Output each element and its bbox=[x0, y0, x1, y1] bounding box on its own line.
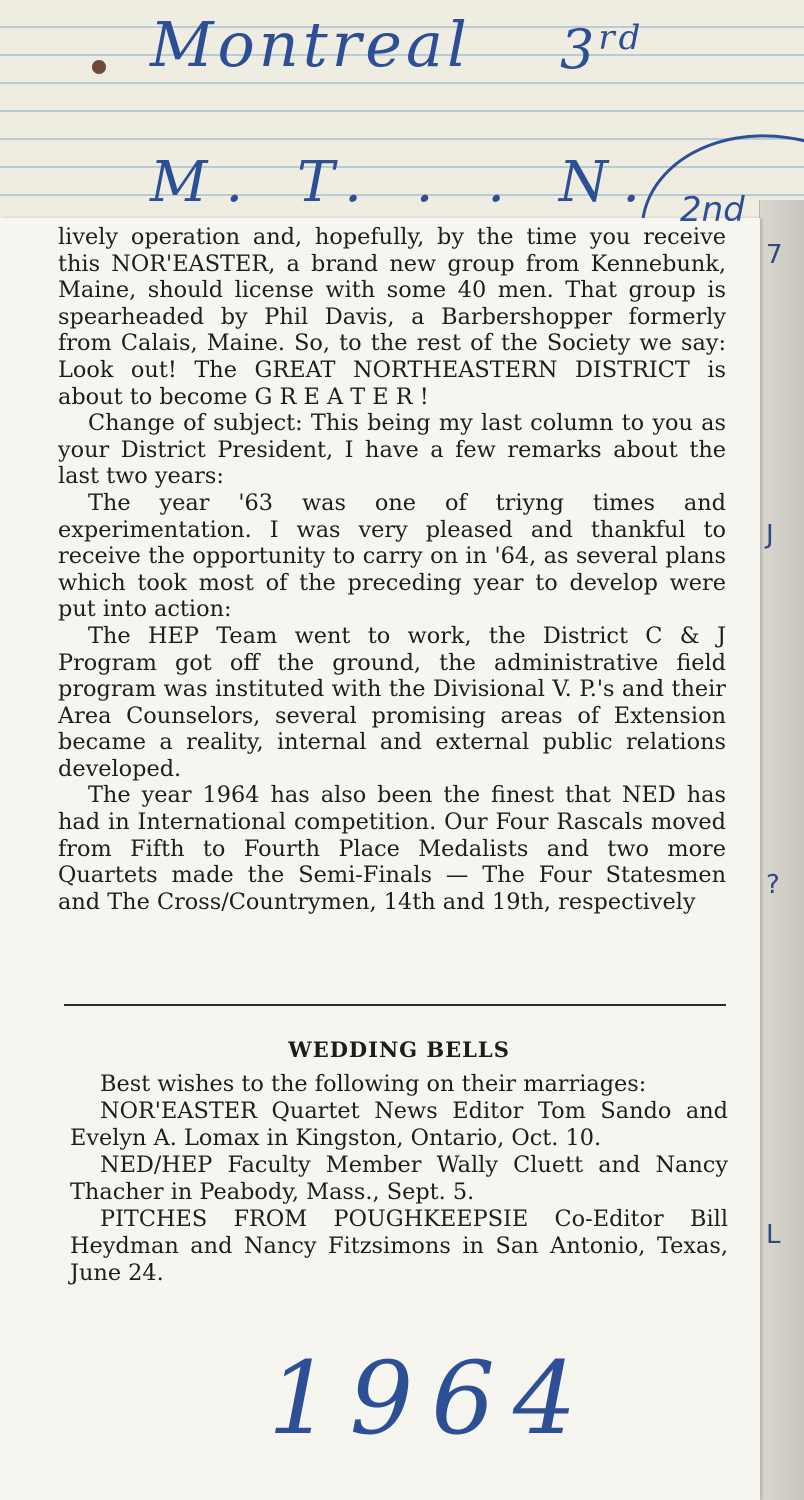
article-paragraph: The year 1964 has also been the finest that NED has had in International competition. Our Four Rascals moved from Fifth to Fourth Place Medalists and two more Quartets made the Semi-Finals — The Four Statesmen and The Cross/Countrymen, 14th and 19th, respectively bbox=[58, 782, 726, 915]
wedding-paragraph: Best wishes to the following on their marriages: bbox=[100, 1071, 647, 1097]
ink-dot bbox=[92, 60, 106, 74]
pen-mark: ? bbox=[766, 870, 780, 900]
article-paragraph: The HEP Team went to work, the District C & J Program got off the ground, the administrative field program was instituted with the Divisional V. P.'s and their Area Counselors, several promising areas of Extension became a reality, internal and external public relations developed. bbox=[58, 622, 726, 782]
handwritten-ordinal-right: 2nd bbox=[680, 190, 745, 230]
pen-mark: 7 bbox=[766, 240, 783, 270]
article-paragraph: Change of subject: This being my last column to you as your District President, I have a few remarks about the last two years: bbox=[58, 410, 726, 490]
pen-mark: L bbox=[766, 1220, 781, 1250]
underlying-page-edge bbox=[759, 200, 804, 1500]
ordinal-number: 3 bbox=[560, 18, 599, 81]
article-paragraph: The year '63 was one of triyng times and experimentation. I was very pleased and thankful to receive the opportunity to carry on in '64, as several plans which took most of the preceding year to develop were put into action: bbox=[58, 489, 726, 623]
pen-mark: J bbox=[766, 520, 774, 550]
article-paragraph: lively operation and, hopefully, by the time you receive this NOR'EASTER, a brand new group from Kennebunk, Maine, should license with some 40 men. That group is spearheaded by Phil Davis, a Barbershopper formerly from Calais, Maine. So, to the rest of the Society we say: Look out! The GREAT NORTHEASTERN DISTRICT is about to become G R E A T E R ! bbox=[58, 224, 726, 410]
wedding-paragraph: PITCHES FROM POUGHKEEPSIE Co-Editor Bill Heydman and Nancy Fitzsimons in San Antonio, Texas, June 24. bbox=[70, 1206, 728, 1286]
section-heading: WEDDING BELLS bbox=[288, 1037, 510, 1062]
ordinal-suffix: rd bbox=[598, 18, 645, 58]
wedding-bells-section bbox=[70, 1036, 728, 1287]
wedding-paragraph: NED/HEP Faculty Member Wally Cluett and Nancy Thacher in Peabody, Mass., Sept. 5. bbox=[70, 1152, 728, 1205]
newspaper-clipping bbox=[0, 218, 760, 1500]
article-body bbox=[58, 224, 726, 915]
handwritten-ordinal-top bbox=[560, 18, 644, 81]
wedding-paragraph: NOR'EASTER Quartet News Editor Tom Sando and Evelyn A. Lomax in Kingston, Ontario, Oct. 10. bbox=[70, 1098, 728, 1151]
section-divider bbox=[64, 1004, 726, 1006]
handwritten-city: Montreal bbox=[150, 8, 471, 81]
handwritten-second-line: M. T. . . N. bbox=[150, 150, 659, 215]
handwritten-year: 1964 bbox=[268, 1340, 595, 1457]
